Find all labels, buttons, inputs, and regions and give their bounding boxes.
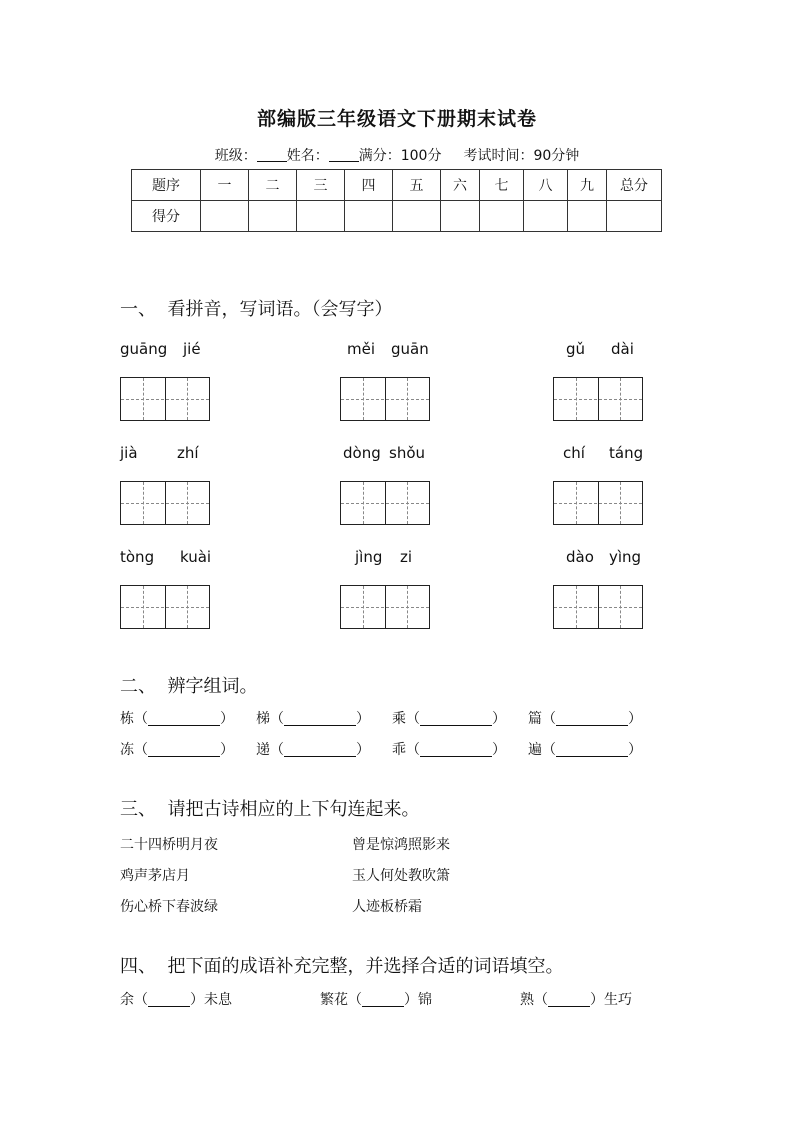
pinyin-b: zi	[400, 548, 413, 566]
section3-heading: 三、 请把古诗相应的上下句连起来。	[120, 799, 420, 820]
table-cell: 九	[568, 170, 607, 201]
score-cell[interactable]	[524, 201, 568, 232]
writing-grid[interactable]	[120, 481, 210, 525]
answer-blank[interactable]	[148, 742, 220, 757]
answer-blank[interactable]	[556, 742, 628, 757]
pinyin-b: shǒu	[389, 444, 426, 462]
section2-heading: 二、 辨字组词。	[120, 676, 258, 697]
char: 遍	[528, 742, 542, 758]
pinyin-b: dài	[611, 340, 634, 358]
table-cell: 二	[249, 170, 297, 201]
char: 乖	[392, 742, 406, 758]
pinyin-a: měi	[347, 340, 376, 358]
char: 栋	[120, 711, 134, 727]
idiom-blank[interactable]	[548, 992, 590, 1007]
section4-heading: 四、 把下面的成语补充完整，并选择合适的词语填空。	[120, 956, 564, 977]
writing-grid[interactable]	[340, 585, 430, 629]
section1-heading: 一、 看拼音，写词语。（会写字）	[120, 299, 393, 320]
poem-line-left[interactable]: 鸡声茅店月	[120, 868, 190, 884]
writing-grid[interactable]	[340, 481, 430, 525]
word-pair: 栋（ ）	[120, 711, 234, 727]
answer-blank[interactable]	[148, 711, 220, 726]
writing-grid[interactable]	[340, 377, 430, 421]
pinyin-a: jià	[120, 444, 138, 462]
word-pair: 乘（ ）	[392, 711, 506, 727]
score-cell[interactable]	[201, 201, 249, 232]
answer-blank[interactable]	[420, 742, 492, 757]
word-pair: 梯（ ）	[256, 711, 370, 727]
writing-grid[interactable]	[553, 585, 643, 629]
pinyin-a: dào	[566, 548, 594, 566]
answer-blank[interactable]	[284, 742, 356, 757]
answer-blank[interactable]	[284, 711, 356, 726]
pinyin-a: chí	[563, 444, 585, 462]
pinyin-b: táng	[609, 444, 644, 462]
table-cell: 总分	[607, 170, 662, 201]
word-pair: 篇（ ）	[528, 711, 642, 727]
poem-line-left[interactable]: 二十四桥明月夜	[120, 837, 218, 853]
table-cell: 八	[524, 170, 568, 201]
score-cell[interactable]	[568, 201, 607, 232]
idiom-blank[interactable]	[148, 992, 190, 1007]
table-cell: 得分	[132, 201, 201, 232]
pinyin-b: kuài	[180, 548, 212, 566]
pinyin-a: guāng	[120, 340, 168, 358]
answer-blank[interactable]	[420, 711, 492, 726]
score-table-header-row	[132, 170, 662, 201]
name-label: 姓名：	[286, 148, 329, 164]
score-cell[interactable]	[249, 201, 297, 232]
poem-line-left[interactable]: 伤心桥下春波绿	[120, 899, 218, 915]
pinyin-a: tòng	[120, 548, 155, 566]
table-cell: 一	[201, 170, 249, 201]
idiom-item: 熟（ ）生巧	[520, 992, 632, 1008]
name-blank[interactable]	[329, 147, 359, 162]
student-info-line	[0, 145, 794, 165]
table-cell: 三	[297, 170, 345, 201]
pinyin-b: jié	[183, 340, 201, 358]
char: 乘	[392, 711, 406, 727]
idiom-blank[interactable]	[362, 992, 404, 1007]
word-pair: 乖（ ）	[392, 742, 506, 758]
class-blank[interactable]	[257, 147, 287, 162]
score-cell[interactable]	[393, 201, 441, 232]
score-cell[interactable]	[441, 201, 480, 232]
table-cell: 七	[480, 170, 524, 201]
word-pair: 递（ ）	[256, 742, 370, 758]
table-cell: 题序	[132, 170, 201, 201]
pinyin-b: guān	[391, 340, 429, 358]
poem-line-right[interactable]: 曾是惊鸿照影来	[352, 837, 450, 853]
table-cell: 五	[393, 170, 441, 201]
exam-time: 考试时间：90分钟	[463, 148, 580, 164]
table-cell: 四	[345, 170, 393, 201]
score-cell[interactable]	[480, 201, 524, 232]
poem-line-right[interactable]: 玉人何处教吹箫	[352, 868, 450, 884]
idiom-item: 繁花（ ）锦	[320, 992, 432, 1008]
score-table	[131, 169, 662, 232]
writing-grid[interactable]	[120, 377, 210, 421]
pinyin-a: jìng	[355, 548, 383, 566]
writing-grid[interactable]	[553, 481, 643, 525]
char: 篇	[528, 711, 542, 727]
pinyin-a: gǔ	[566, 340, 586, 358]
char: 梯	[256, 711, 270, 727]
char: 冻	[120, 742, 134, 758]
word-pair: 遍（ ）	[528, 742, 642, 758]
pinyin-a: dòng	[343, 444, 381, 462]
page-title: 部编版三年级语文下册期末试卷	[256, 108, 537, 130]
writing-grid[interactable]	[553, 377, 643, 421]
writing-grid[interactable]	[120, 585, 210, 629]
class-label: 班级：	[214, 148, 257, 164]
answer-blank[interactable]	[556, 711, 628, 726]
score-table-score-row	[132, 201, 662, 232]
table-cell: 六	[441, 170, 480, 201]
score-cell[interactable]	[297, 201, 345, 232]
pinyin-b: yìng	[609, 548, 642, 566]
score-cell[interactable]	[345, 201, 393, 232]
word-pair: 冻（ ）	[120, 742, 234, 758]
pinyin-b: zhí	[177, 444, 199, 462]
char: 递	[256, 742, 270, 758]
idiom-item: 余（ ）未息	[120, 992, 232, 1008]
full-score: 满分：100分	[358, 148, 442, 164]
poem-line-right[interactable]: 人迹板桥霜	[352, 899, 422, 915]
score-cell[interactable]	[607, 201, 662, 232]
